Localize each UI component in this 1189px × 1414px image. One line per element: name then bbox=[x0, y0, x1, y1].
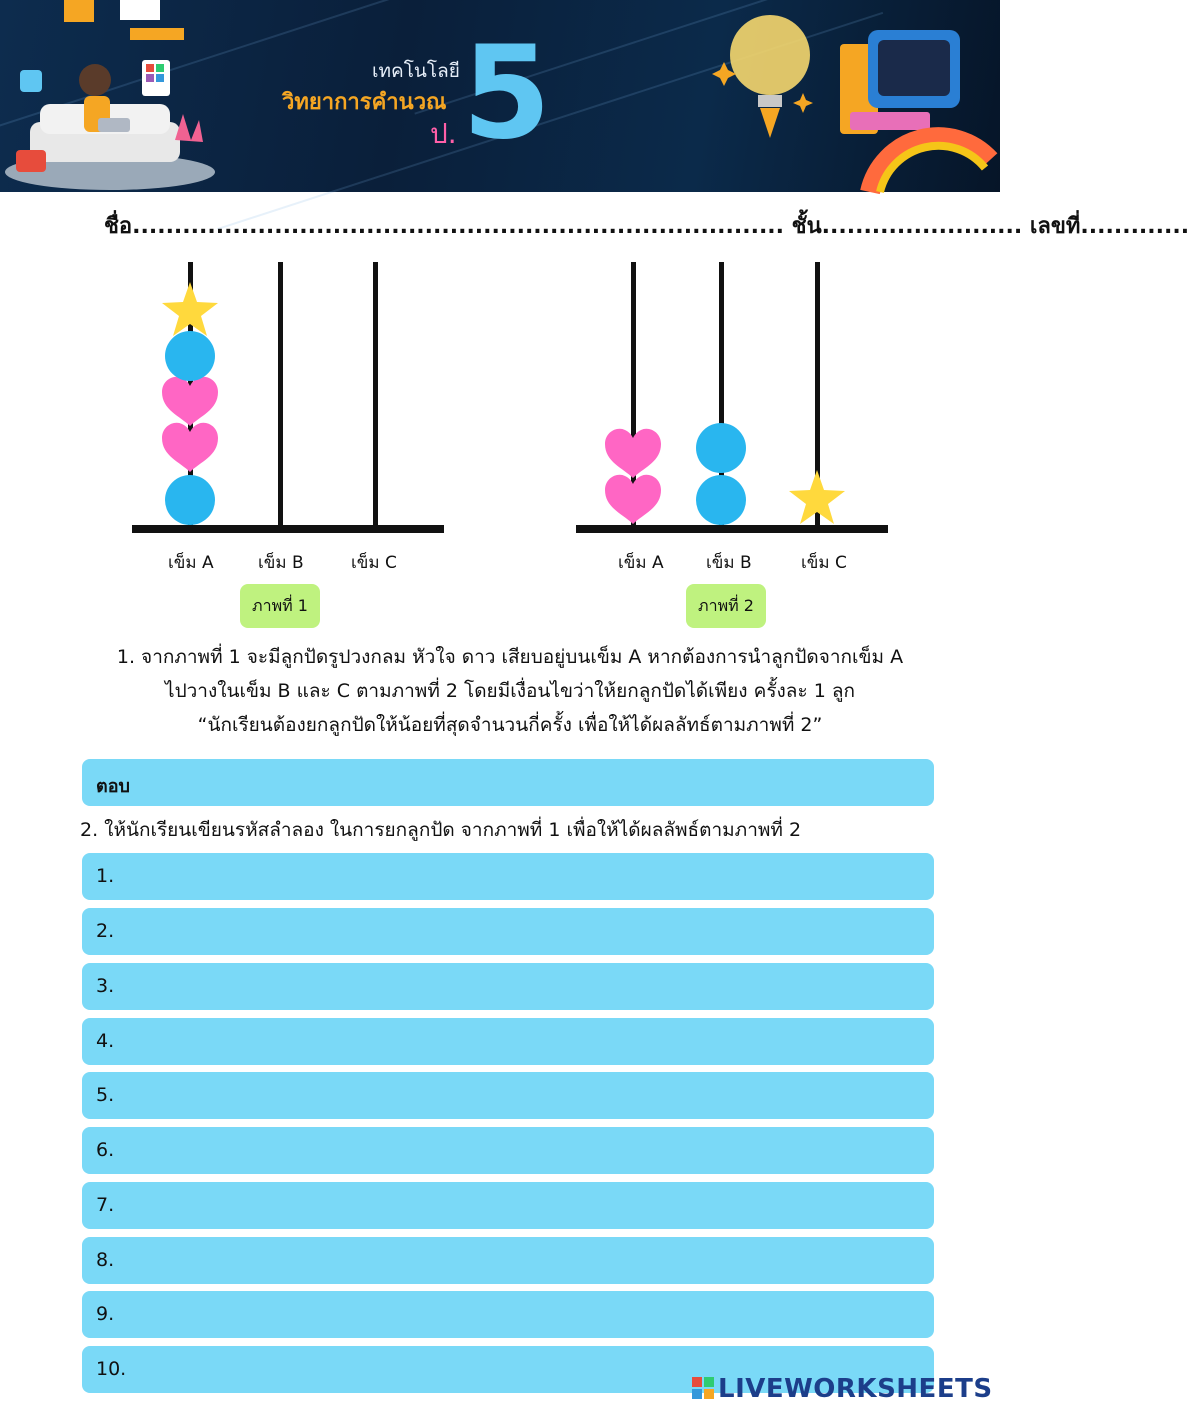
bead-circle bbox=[165, 331, 215, 381]
question-1-line-1: 1. จากภาพที่ 1 จะมีลูกปัดรูปวงกลม หัวใจ ดาว เสียบอยู่บนเข็ม A หากต้องการนำลูกปัดจากเข็ม A bbox=[116, 646, 904, 668]
bead-circle bbox=[165, 475, 215, 525]
fig1-peg-b-label: เข็ม B bbox=[258, 553, 304, 573]
step-number: 1. bbox=[96, 865, 115, 887]
student-illustration bbox=[0, 0, 230, 192]
figure-2-label: ภาพที่ 2 bbox=[686, 584, 766, 628]
fig2-peg-a-label: เข็ม A bbox=[618, 553, 664, 573]
step-input[interactable] bbox=[82, 1018, 934, 1065]
fig2-peg-b-label: เข็ม B bbox=[706, 553, 752, 573]
figure-2 bbox=[572, 250, 892, 540]
bead-circle bbox=[696, 475, 746, 525]
step-input[interactable] bbox=[82, 963, 934, 1010]
step-input[interactable] bbox=[82, 1072, 934, 1119]
step-input[interactable] bbox=[82, 1182, 934, 1229]
bead-circle bbox=[696, 423, 746, 473]
peg-c bbox=[373, 262, 378, 526]
liveworksheets-icon bbox=[692, 1377, 714, 1399]
fig1-peg-a-label: เข็ม A bbox=[168, 553, 214, 573]
step-number: 10. bbox=[96, 1358, 127, 1380]
step-input[interactable] bbox=[82, 1291, 934, 1338]
base-bar bbox=[576, 525, 888, 533]
peg-b bbox=[278, 262, 283, 526]
figure-1-label: ภาพที่ 1 bbox=[240, 584, 320, 628]
step-input[interactable] bbox=[82, 1127, 934, 1174]
step-number: 7. bbox=[96, 1194, 115, 1216]
question-2: 2. ให้นักเรียนเขียนรหัสลำลอง ในการยกลูกปัด จากภาพที่ 1 เพื่อให้ได้ผลลัพธ์ตามภาพที่ 2 bbox=[80, 819, 802, 841]
liveworksheets-logo bbox=[692, 1374, 993, 1404]
step-input[interactable] bbox=[82, 853, 934, 900]
step-input[interactable] bbox=[82, 908, 934, 955]
header-grade-number: 5 bbox=[462, 19, 552, 168]
header-grade-prefix: ป. bbox=[430, 117, 457, 150]
fig2-peg-c-label: เข็ม C bbox=[801, 553, 847, 573]
computer-lightbulb-illustration bbox=[700, 0, 1000, 192]
question-1-line-3: “นักเรียนต้องยกลูกปัดให้น้อยที่สุดจำนวนกี่ครั้ง เพื่อให้ได้ผลลัทธ์ตามภาพที่ 2” bbox=[197, 714, 823, 736]
step-number: 2. bbox=[96, 920, 115, 942]
answer-label: ตอบ bbox=[96, 776, 130, 797]
step-number: 9. bbox=[96, 1303, 115, 1325]
header-banner bbox=[0, 0, 1000, 192]
fig1-peg-c-label: เข็ม C bbox=[351, 553, 397, 573]
base-bar bbox=[132, 525, 444, 533]
step-number: 3. bbox=[96, 975, 115, 997]
step-number: 6. bbox=[96, 1139, 115, 1161]
student-info-line: ชื่อ.............................................................................. ชั้น........................ เลขที่............. bbox=[104, 214, 1189, 239]
step-number: 5. bbox=[96, 1084, 115, 1106]
question-1-line-2: ไปวางในเข็ม B และ C ตามภาพที่ 2 โดยมีเงื่อนไขว่าให้ยกลูกปัดได้เพียง ครั้งละ 1 ลูก bbox=[165, 680, 855, 702]
header-subject-main: วิทยาการคำนวณ bbox=[282, 90, 447, 115]
header-subject-small: เทคโนโลยี bbox=[372, 60, 460, 82]
step-number: 8. bbox=[96, 1249, 115, 1271]
step-input[interactable] bbox=[82, 1237, 934, 1284]
figure-1 bbox=[128, 250, 448, 540]
question-1 bbox=[70, 640, 950, 742]
answer-input[interactable] bbox=[82, 759, 934, 806]
step-number: 4. bbox=[96, 1030, 115, 1052]
watermark-text: LIVEWORKSHEETS bbox=[718, 1374, 993, 1404]
